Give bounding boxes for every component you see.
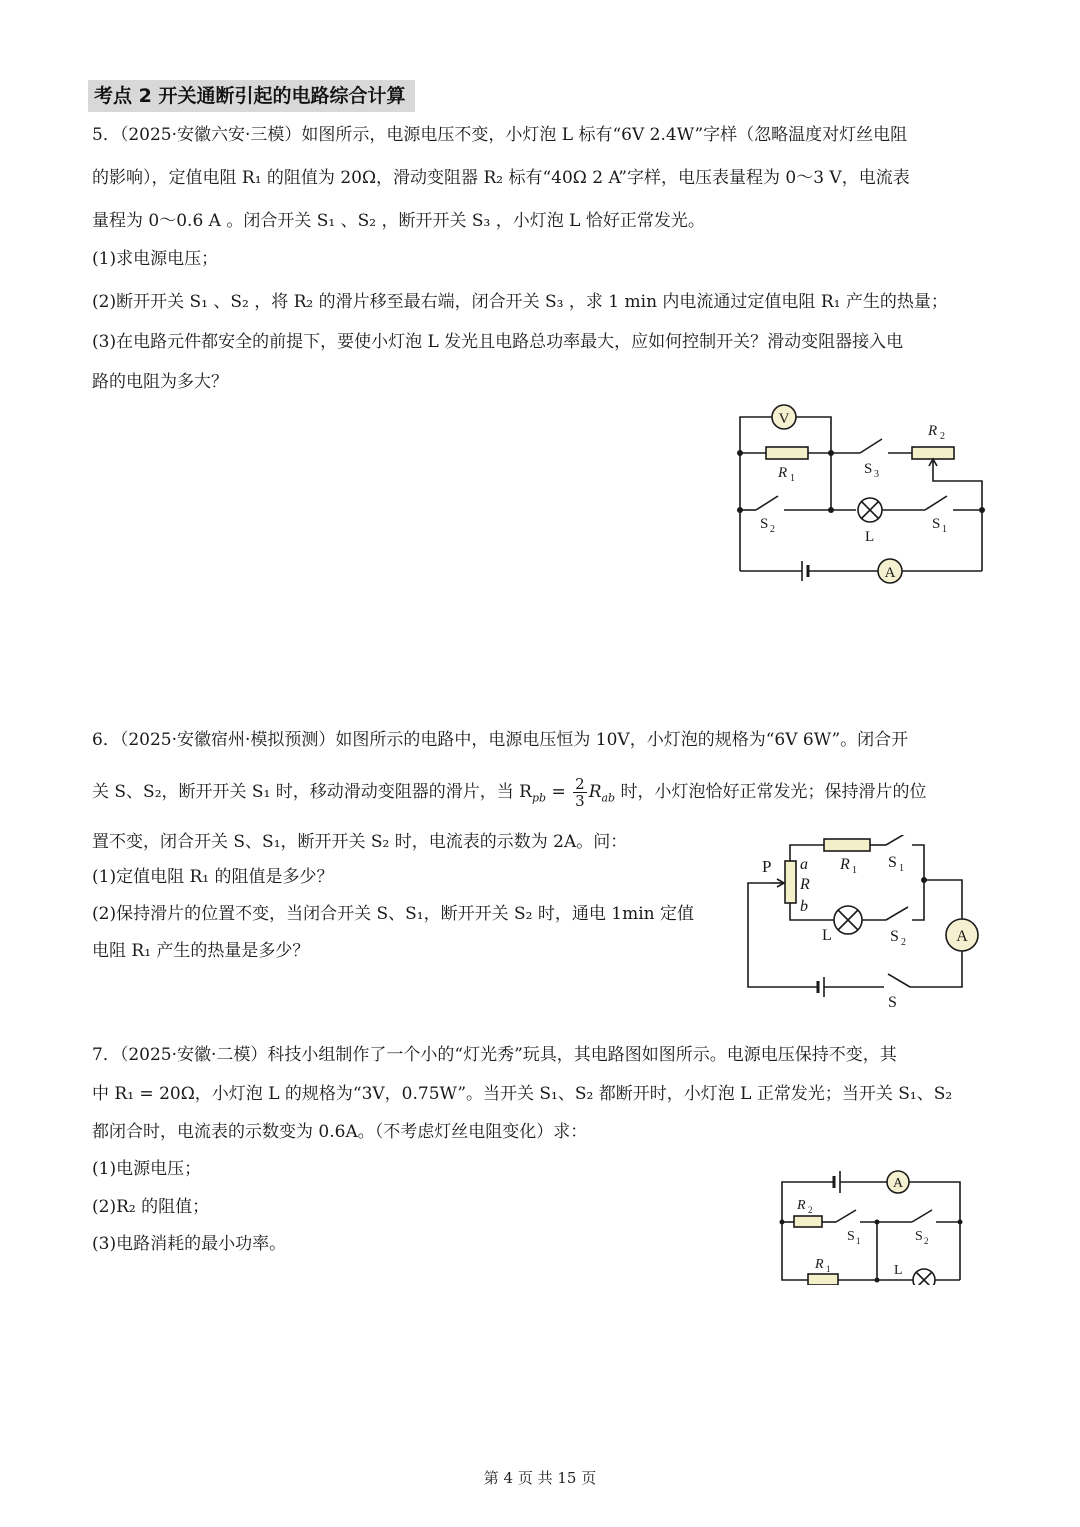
q6-sub-pb: pb <box>531 791 547 805</box>
s3-sub: 3 <box>874 469 879 480</box>
s2-label: S <box>915 1229 923 1244</box>
b-label: b <box>800 898 808 915</box>
switch-s1 <box>886 835 908 845</box>
s1-sub: 1 <box>942 524 947 535</box>
q5-circuit-diagram <box>720 395 1010 585</box>
switch-s2 <box>886 907 908 920</box>
r1-label: R <box>815 1257 824 1272</box>
page-footer: 第 4 页 共 15 页 <box>483 1469 597 1487</box>
q6-line: 6．（2025·安徽宿州·模拟预测）如图所示的电路中，电源电压恒为 10V，小灯泡的规格为“6V 6W”。闭合开 <box>92 730 909 750</box>
s2-sub: 2 <box>901 937 906 948</box>
r-label: R <box>800 876 810 893</box>
ammeter-label: A <box>956 928 968 945</box>
ammeter-label: A <box>892 1176 904 1191</box>
lamp-label: L <box>865 529 875 545</box>
q6-circuit-diagram <box>740 835 990 1015</box>
resistor-r1 <box>824 839 870 851</box>
s2-label: S <box>760 516 769 532</box>
q6-sub-ab: ab <box>601 791 616 805</box>
s3-label: S <box>864 461 873 477</box>
switch-s3 <box>860 439 882 453</box>
switch-s1 <box>925 496 947 510</box>
r1-sub: 1 <box>790 473 795 484</box>
q5-line: 路的电阻为多大？ <box>92 372 228 392</box>
resistor-r1 <box>808 1274 838 1285</box>
resistor-r1 <box>766 447 808 459</box>
lamp-label: L <box>894 1263 903 1278</box>
resistor-r2 <box>794 1216 822 1227</box>
r2-sub: 2 <box>940 431 945 442</box>
fraction-numerator: 2 <box>575 775 585 793</box>
rheostat-r2 <box>912 447 954 459</box>
q6-line-text: 时，小灯泡恰好正常发光；保持滑片的位 <box>615 782 927 802</box>
q7-part-3: (3)电路消耗的最小功率。 <box>92 1234 287 1254</box>
ammeter-label: A <box>884 565 896 581</box>
s2-label: S <box>890 928 899 945</box>
r1-sub: 1 <box>852 865 857 876</box>
s2-sub: 2 <box>924 1236 929 1246</box>
lamp-label: L <box>822 927 832 944</box>
switch-s2 <box>756 496 778 510</box>
rheostat-r <box>785 861 796 903</box>
lamp-icon <box>913 1269 935 1285</box>
voltmeter-label: V <box>778 411 790 427</box>
r1-sub: 1 <box>826 1264 831 1274</box>
q7-part-1: (1)电源电压； <box>92 1159 202 1179</box>
q7-line: 中 R₁ = 20Ω，小灯泡 L 的规格为“3V，0.75W”。当开关 S₁、S₂ 都断开时，小灯泡 L 正常发光；当开关 S₁、S₂ <box>92 1084 953 1104</box>
fraction-denominator: 3 <box>575 792 585 810</box>
a-label: a <box>800 856 808 873</box>
s1-label: S <box>888 854 897 871</box>
q6-part-1: (1)定值电阻 R₁ 的阻值是多少？ <box>92 867 334 887</box>
q5-part-1: (1)求电源电压； <box>92 249 219 269</box>
q6-r-ab: R <box>588 782 602 802</box>
q6-part-2: (2)保持滑片的位置不变，当闭合开关 S、S₁，断开开关 S₂ 时，通电 1min 定值 <box>92 904 694 924</box>
p-label: P <box>762 857 772 876</box>
r2-label: R <box>797 1198 806 1213</box>
q6-line: 置不变，闭合开关 S、S₁，断开开关 S₂ 时，电流表的示数为 2A。问： <box>92 832 628 852</box>
s1-label: S <box>847 1229 855 1244</box>
switch-s <box>888 974 910 987</box>
q6-line-text: 关 S、S₂，断开开关 S₁ 时，移动滑动变阻器的滑片，当 R <box>92 782 532 802</box>
r2-sub: 2 <box>808 1205 813 1215</box>
s1-sub: 1 <box>899 863 904 874</box>
switch-s1 <box>836 1210 856 1222</box>
s-label: S <box>888 994 897 1011</box>
q7-line: 都闭合时，电流表的示数变为 0.6A。（不考虑灯丝电阻变化）求： <box>92 1122 588 1142</box>
s1-sub: 1 <box>856 1236 861 1246</box>
q5-line: 的影响），定值电阻 R₁ 的阻值为 20Ω，滑动变阻器 R₂ 标有“40Ω 2 A”字样，电压表量程为 0～3 V，电流表 <box>92 168 910 188</box>
q5-part-3: (3)在电路元件都安全的前提下，要使小灯泡 L 发光且电路总功率最大，应如何控制开关？滑动变阻器接入电 <box>92 332 904 352</box>
q6-equals: = <box>546 782 572 802</box>
q5-line: 5．（2025·安徽六安·三模）如图所示，电源电压不变，小灯泡 L 标有“6V 2.4W”字样（忽略温度对灯丝电阻 <box>92 125 908 145</box>
r1-label: R <box>778 465 788 481</box>
q7-part-2: (2)R₂ 的阻值； <box>92 1197 210 1217</box>
s2-sub: 2 <box>770 524 775 535</box>
switch-s2 <box>912 1210 932 1222</box>
r2-label: R <box>928 423 938 439</box>
q5-line: 量程为 0～0.6 A 。闭合开关 S₁ 、S₂ ，断开开关 S₃ ，小灯泡 L 恰好正常发光。 <box>92 211 705 231</box>
fraction-two-thirds <box>573 776 587 809</box>
q6-line <box>92 776 927 811</box>
q6-line: 电阻 R₁ 产生的热量是多少？ <box>92 941 310 961</box>
r1-label: R <box>840 856 850 873</box>
s1-label: S <box>932 516 941 532</box>
q7-line: 7．（2025·安徽·二模）科技小组制作了一个小的“灯光秀”玩具，其电路图如图所示。电源电压保持不变，其 <box>92 1045 897 1065</box>
section-title: 考点 2 开关通断引起的电路综合计算 <box>88 80 415 112</box>
q7-circuit-diagram <box>770 1160 970 1285</box>
q5-part-2: (2)断开开关 S₁ 、S₂ ，将 R₂ 的滑片移至最右端，闭合开关 S₃ ，求 1 min 内电流通过定值电阻 R₁ 产生的热量； <box>92 292 948 312</box>
